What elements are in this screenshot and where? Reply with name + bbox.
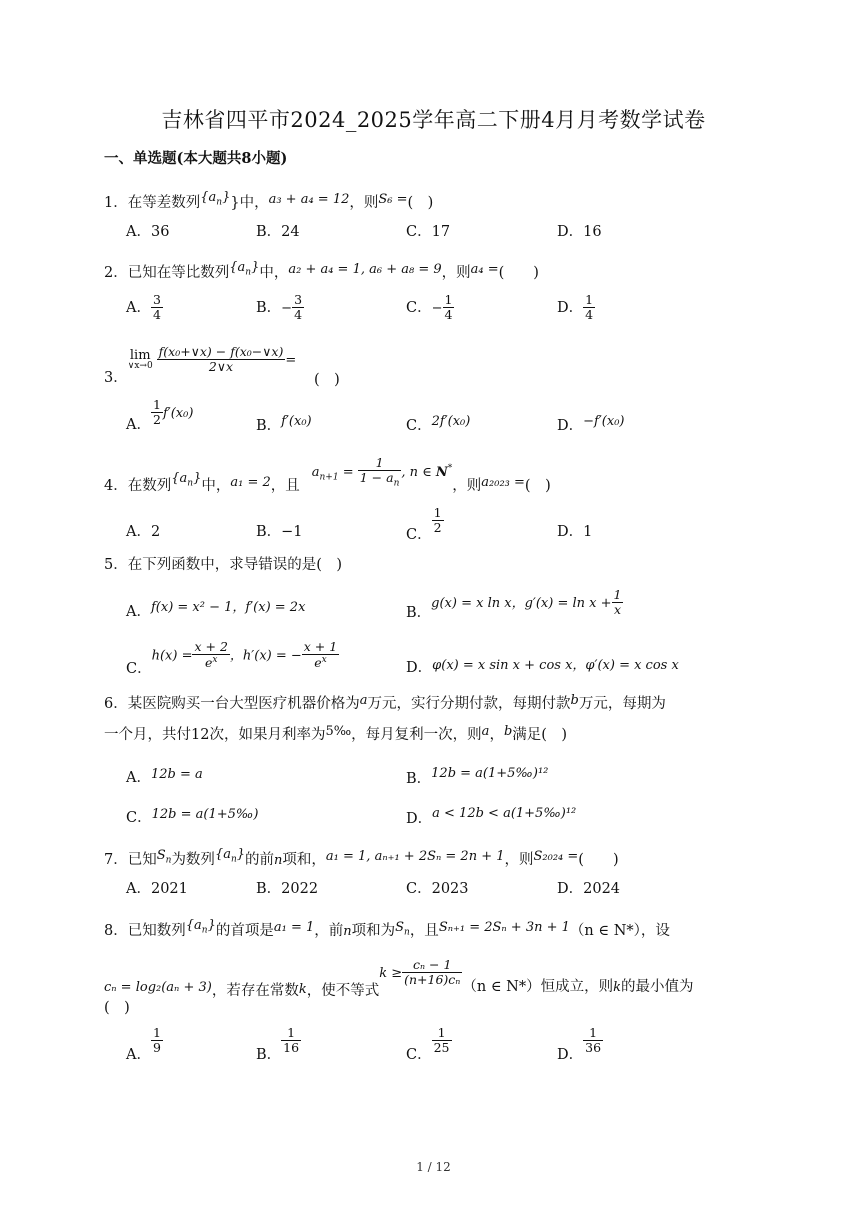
q1-seq: $\{a_n\}$ — [200, 190, 231, 208]
q3-d-label: D． — [557, 418, 584, 434]
q5-option-d[interactable] — [406, 654, 679, 677]
q8-text-h: ，使不等式 — [306, 982, 380, 999]
q5-c-frac2: $\frac{x + 1}{e^x}$ — [303, 639, 338, 671]
q6-c-label: C． — [126, 810, 152, 826]
q1-option-d[interactable]: D．16 — [557, 224, 602, 240]
q6-d-label: D． — [406, 811, 433, 827]
q4-option-a[interactable]: A．2 — [126, 524, 161, 540]
q1-paren: ( ) — [407, 195, 434, 211]
page-number: 1 / 12 — [416, 1160, 451, 1174]
q2-c-frac: $\frac{1}{4}$ — [444, 292, 453, 323]
q8-text-b: 的首项是 — [215, 923, 274, 939]
q3-option-b[interactable] — [256, 414, 312, 435]
q2-b-label: B． — [256, 299, 282, 316]
q8-a-label: A． — [126, 1046, 151, 1063]
q7-ask: S₂₀₂₄ = — [533, 849, 579, 864]
q6-text-f: 满足( ) — [512, 727, 568, 743]
q3-b-value: f′(x₀) — [281, 414, 312, 429]
q8-text-j: 的最小值为 — [621, 978, 694, 995]
q5-c-label: C． — [126, 661, 152, 678]
q2-paren: ( ) — [498, 265, 539, 281]
q4-text-c: ，且 — [270, 478, 300, 495]
q7-text-a: 7．已知 — [104, 852, 157, 868]
q2-d-label: D． — [557, 299, 584, 316]
q5-c-value1: h(x) = — [151, 648, 193, 664]
q3-b-label: B． — [256, 418, 282, 434]
q3-c-label: C． — [406, 418, 432, 434]
q5-b-label: B． — [406, 604, 432, 621]
q8-option-c[interactable] — [406, 1026, 452, 1064]
question-4-stem — [104, 456, 551, 495]
q3-fraction: $\frac{\text{f(x₀+∨x) − f(x₀−∨x)}}{2\vee x}$ — [158, 344, 284, 375]
question-1-stem — [104, 190, 433, 212]
q4-c-frac: $\frac{1}{2}$ — [433, 505, 442, 536]
q7-condition: a₁ = 1, aₙ₊₁ + 2Sₙ = 2n + 1 — [325, 849, 505, 864]
q3-number: 3． — [104, 369, 128, 386]
q5-a-value: f(x) = x² − 1，f′(x) = 2x — [150, 600, 306, 615]
q2-d-frac: $\frac{1}{4}$ — [585, 292, 594, 323]
q8-option-d[interactable] — [557, 1026, 603, 1064]
question-6-line2: 一个月，共付12次，如果月利率为5‰，每月复利一次，则a，b满足( ) — [104, 724, 568, 743]
q8-d-frac: $\frac{1}{36}$ — [585, 1025, 602, 1056]
q6-a-label: A． — [126, 770, 151, 786]
question-2-stem — [104, 260, 539, 282]
q8-option-a[interactable] — [126, 1026, 163, 1064]
q7-text-d: 项和， — [282, 852, 326, 868]
q2-condition: a₂ + a₄ = 1, a₆ + a₈ = 9 — [288, 262, 442, 277]
q7-option-d[interactable]: D．2024 — [557, 881, 621, 897]
q8-cond2: Sₙ₊₁ = 2Sₙ + 3n + 1 — [438, 920, 570, 935]
q4-cond1: a₁ = 2 — [230, 475, 271, 491]
question-6-line1: 6．某医院购买一台大型医疗机器价格为a万元，实行分期付款，每期付款b万元，每期为 — [104, 693, 666, 712]
q6-option-d[interactable] — [406, 806, 576, 828]
q4-text-b: 中， — [201, 478, 231, 495]
q3-c-value: 2f′(x₀) — [431, 414, 471, 429]
q2-option-c[interactable]: C．− $\frac{1}{4}$ — [406, 292, 453, 323]
q1-text-a: 1．在等差数列 — [104, 195, 201, 211]
question-8-line2: cₙ = log₂(aₙ + 3)，若存在常数k，使不等式k ≥ $\frac{\text{cₙ − 1}}{\text{(n+16)cₙ}}$ （n ∈ N*）恒成立，则k的最小值为 — [104, 957, 694, 999]
q8-cond1: a₁ = 1 — [273, 920, 315, 935]
q4-text-d: ，则 — [452, 478, 482, 495]
q5-b-frac: $\frac{1}{x}$ — [613, 587, 622, 618]
q3-equals: = — [285, 352, 297, 368]
q6-rate: 5‰ — [325, 724, 352, 739]
q8-text-f: （n ∈ N*），设 — [569, 923, 670, 939]
q4-recurrence: $a_{n+1}$ = $\frac{1}{1 - a_n}$ , n ∈ N* — [311, 455, 453, 489]
q6-text-e: ，每月复利一次，则 — [351, 727, 482, 743]
q3-a-label: A． — [126, 416, 151, 433]
q6-a-value: 12b = a — [150, 767, 203, 782]
q2-seq: $\{a_n\}$ — [229, 260, 260, 278]
q8-b-frac: $\frac{1}{16}$ — [283, 1025, 300, 1056]
q4-option-d[interactable]: D．1 — [557, 524, 593, 540]
q8-b-label: B． — [256, 1046, 282, 1063]
q5-a-label: A． — [126, 604, 151, 620]
q6-b-label: B． — [406, 771, 432, 787]
q4-c-label: C． — [406, 526, 432, 543]
q8-def: cₙ = log₂(aₙ + 3) — [104, 979, 212, 995]
q7-option-c[interactable]: C．2023 — [406, 881, 469, 897]
q2-a-label: A． — [126, 299, 151, 316]
exam-title: 吉林省四平市2024_2025学年高二下册4月月考数学试卷 — [161, 108, 706, 132]
q2-option-a[interactable] — [126, 293, 163, 323]
question-8-line3: ( ) — [104, 1000, 130, 1016]
q6-text-c: 万元，每期为 — [578, 696, 666, 712]
q2-ask: a₄ = — [470, 262, 499, 277]
q8-d-label: D． — [557, 1046, 584, 1063]
q7-option-b[interactable]: B．2022 — [256, 881, 319, 897]
q6-option-c[interactable] — [126, 806, 258, 827]
q3-option-d[interactable] — [557, 414, 624, 435]
q6-d-value: a < 12b < a(1+5‰)¹² — [432, 806, 577, 821]
q6-text-b: 万元，实行分期付款，每期付款 — [367, 696, 571, 712]
q7-text-b: 为数列 — [171, 852, 215, 868]
q2-text-c: ，则 — [441, 265, 471, 281]
q4-option-c[interactable] — [406, 506, 444, 544]
q2-option-d[interactable] — [557, 293, 595, 323]
q8-option-b[interactable] — [256, 1026, 301, 1064]
q4-ask: a₂₀₂₃ = — [481, 475, 525, 491]
q6-text-d: 一个月，共付12次，如果月利率为 — [104, 727, 326, 743]
q8-text-e: ，且 — [409, 923, 439, 939]
q3-option-a[interactable] — [126, 398, 193, 434]
q8-a-frac: $\frac{1}{9}$ — [152, 1025, 161, 1056]
q1-option-a[interactable]: A．36 — [126, 224, 170, 240]
q3-a-value: f′(x₀) — [162, 405, 194, 421]
q5-b-value: g(x) = x ln x，g′(x) = ln x + — [431, 595, 612, 611]
question-5-stem: 5．在下列函数中，求导错误的是( ) — [104, 557, 343, 573]
q8-text-i: （n ∈ N*）恒成立，则 — [462, 978, 614, 995]
q8-text-d: 项和为 — [351, 923, 396, 939]
q4-seq: $\{a_n\}$ — [171, 471, 202, 489]
q5-d-value: φ(x) = x sin x + cos x，φ′(x) = x cos x — [432, 658, 679, 673]
q8-text-c: ，前 — [314, 923, 344, 939]
q4-option-b[interactable]: B．−1 — [256, 524, 303, 540]
q1-ask: S₆ = — [378, 192, 408, 207]
q8-text-g: ，若存在常数 — [211, 982, 299, 999]
q8-c-label: C． — [406, 1046, 432, 1063]
q2-text-b: 中， — [259, 265, 289, 281]
q2-c-label: C． — [406, 299, 432, 316]
q2-text-a: 2．已知在等比数列 — [104, 265, 230, 281]
q2-option-b[interactable]: B．− $\frac{3}{4}$ — [256, 292, 303, 323]
q3-limit: lim ∨x→0 — [127, 347, 153, 371]
q1-text-c: ，则 — [349, 195, 379, 211]
q7-text-e: ，则 — [504, 852, 534, 868]
q2-a-frac: $\frac{3}{4}$ — [152, 292, 161, 323]
q3-d-value: −f′(x₀) — [583, 414, 625, 429]
q8-ineq-frac: $\frac{\text{cₙ − 1}}{\text{(n+16)cₙ}}$ — [404, 957, 461, 988]
q5-c-value2: ，h′(x) = − — [229, 648, 302, 664]
q5-c-frac1: $\frac{x + 2}{e^x}$ — [194, 639, 228, 671]
q5-option-c[interactable] — [126, 640, 339, 678]
q5-option-a[interactable] — [126, 596, 305, 621]
q5-option-b[interactable] — [406, 588, 623, 622]
q1-option-c[interactable]: C．17 — [406, 224, 451, 240]
q7-paren: ( ) — [578, 852, 619, 868]
q1-text-b: }中， — [230, 195, 269, 211]
q6-b-value: 12b = a(1+5‰)¹² — [431, 766, 549, 781]
question-7-stem: 7．已知$S_n$为数列$\{a_n\}$的前n项和，a₁ = 1, aₙ₊₁ + 2Sₙ = 2n + 1，则S₂₀₂₄ =( ) — [104, 847, 619, 868]
q3-a-half: $\frac{1}{2}$ — [152, 397, 161, 428]
section-heading: 一、单选题(本大题共8小题) — [104, 150, 288, 167]
q6-text-a: 6．某医院购买一台大型医疗机器价格为 — [104, 696, 360, 712]
q1-option-b[interactable]: B．24 — [256, 224, 300, 240]
q6-option-b[interactable] — [406, 766, 548, 788]
q7-text-c: 的前 — [245, 852, 275, 868]
q5-d-label: D． — [406, 660, 433, 676]
q2-b-frac: $\frac{3}{4}$ — [294, 292, 303, 323]
q1-condition: a₃ + a₄ = 12 — [268, 192, 350, 207]
q8-ineq-lhs: k ≥ — [379, 965, 403, 981]
question-8-line1: 8．已知数列$\{a_n\}$的首项是a₁ = 1，前n项和为$S_n$，且Sₙ₊₁ = 2Sₙ + 3n + 1（n ∈ N*），设 — [104, 918, 670, 939]
q4-paren: ( ) — [524, 478, 551, 495]
q6-c-value: 12b = a(1+5‰) — [151, 807, 259, 822]
q8-text-a: 8．已知数列 — [104, 923, 186, 939]
question-3-stem — [104, 345, 296, 387]
q3-option-c[interactable] — [406, 414, 470, 435]
q7-option-a[interactable]: A．2021 — [126, 881, 188, 897]
q4-text-a: 4．在数列 — [104, 478, 172, 495]
q3-paren: ( ) — [314, 372, 340, 388]
q6-option-a[interactable] — [126, 766, 203, 787]
q8-c-frac: $\frac{1}{25}$ — [433, 1025, 450, 1056]
